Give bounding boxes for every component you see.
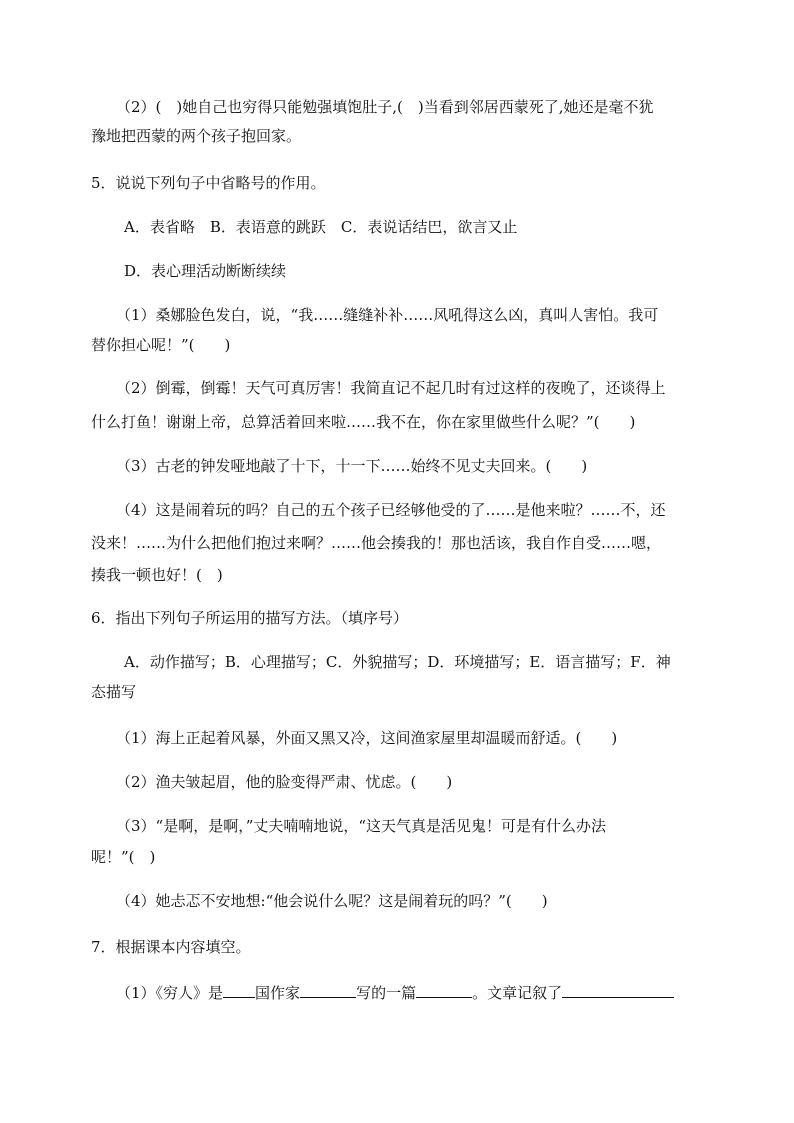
q5-item1-line1: （1）桑娜脸色发白，说，“我……缝缝补补……风吼得这么凶，真叫人害怕。我可: [116, 306, 659, 324]
q6-item3-line1: （3）“是啊，是啊，”丈夫喃喃地说，“这天气真是活见鬼！可是有什么办法: [116, 817, 607, 835]
q6-title: 6．指出下列句子所运用的描写方法。（填序号）: [91, 609, 409, 627]
q6-item2-line1: （2）渔夫皱起眉，他的脸变得严肃、忧虑。( ): [116, 773, 453, 791]
q5-title: 5．说说下列句子中省略号的作用。: [91, 174, 326, 192]
q7-item1-part-b: 国作家: [255, 984, 301, 1002]
q7-item1-part-a: （1）《穷人》是: [116, 984, 224, 1002]
blank-summary[interactable]: [562, 983, 674, 998]
q5-item2-line1: （2）倒霉，倒霉！天气可真厉害！我简直记不起几时有过这样的夜晚了，还谈得上: [116, 379, 666, 397]
q5-item4-line3: 揍我一顿也好！( ): [91, 566, 223, 584]
q6-options-line1: A．动作描写；B．心理描写；C．外貌描写；D．环境描写；E．语言描写；F．神: [124, 653, 671, 671]
q7-item1-line: [116, 983, 674, 1003]
blank-author[interactable]: [300, 983, 356, 998]
q5-item1-line2: 替你担心呢！”( ): [91, 336, 231, 354]
q7-title: 7．根据课本内容填空。: [91, 938, 251, 956]
q7-item1-part-d: 。文章记叙了: [472, 984, 563, 1002]
q4-item2-line1: （2）( )她自己也穷得只能勉强填饱肚子,( )当看到邻居西蒙死了,她还是毫不犹: [116, 98, 654, 116]
q7-item1-part-c: 写的一篇: [356, 984, 417, 1002]
q5-item3-line1: （3）古老的钟发哑地敲了十下，十一下……始终不见丈夫回来。( ): [116, 457, 588, 475]
q6-options-line2: 态描写: [91, 683, 137, 701]
q6-item1-line1: （1）海上正起着风暴，外面又黑又冷，这间渔家屋里却温暖而舒适。( ): [116, 729, 618, 747]
q5-item2-line2: 什么打鱼！谢谢上帝，总算活着回来啦……我不在，你在家里做些什么呢？”( ): [91, 413, 636, 431]
q5-item4-line2: 没来！……为什么把他们抱过来啊？……他会揍我的！那也活该，我自作自受……嗯，: [91, 534, 662, 552]
q6-item4-line1: （4）她忐忑不安地想:“他会说什么呢？这是闹着玩的吗？”( ): [116, 892, 548, 910]
q5-item4-line1: （4）这是闹着玩的吗？自己的五个孩子已经够他受的了……是他来啦？……不，还: [116, 501, 666, 519]
q4-item2-line2: 豫地把西蒙的两个孩子抱回家。: [91, 127, 302, 145]
q5-options-line2: D．表心理活动断断续续: [124, 262, 287, 280]
blank-genre[interactable]: [416, 983, 472, 998]
q6-item3-line2: 呢！”( ): [91, 848, 156, 866]
blank-country[interactable]: [223, 983, 255, 998]
q5-options-line1: A．表省略 B．表语意的跳跃 C．表说话结巴，欲言又止: [124, 218, 518, 236]
